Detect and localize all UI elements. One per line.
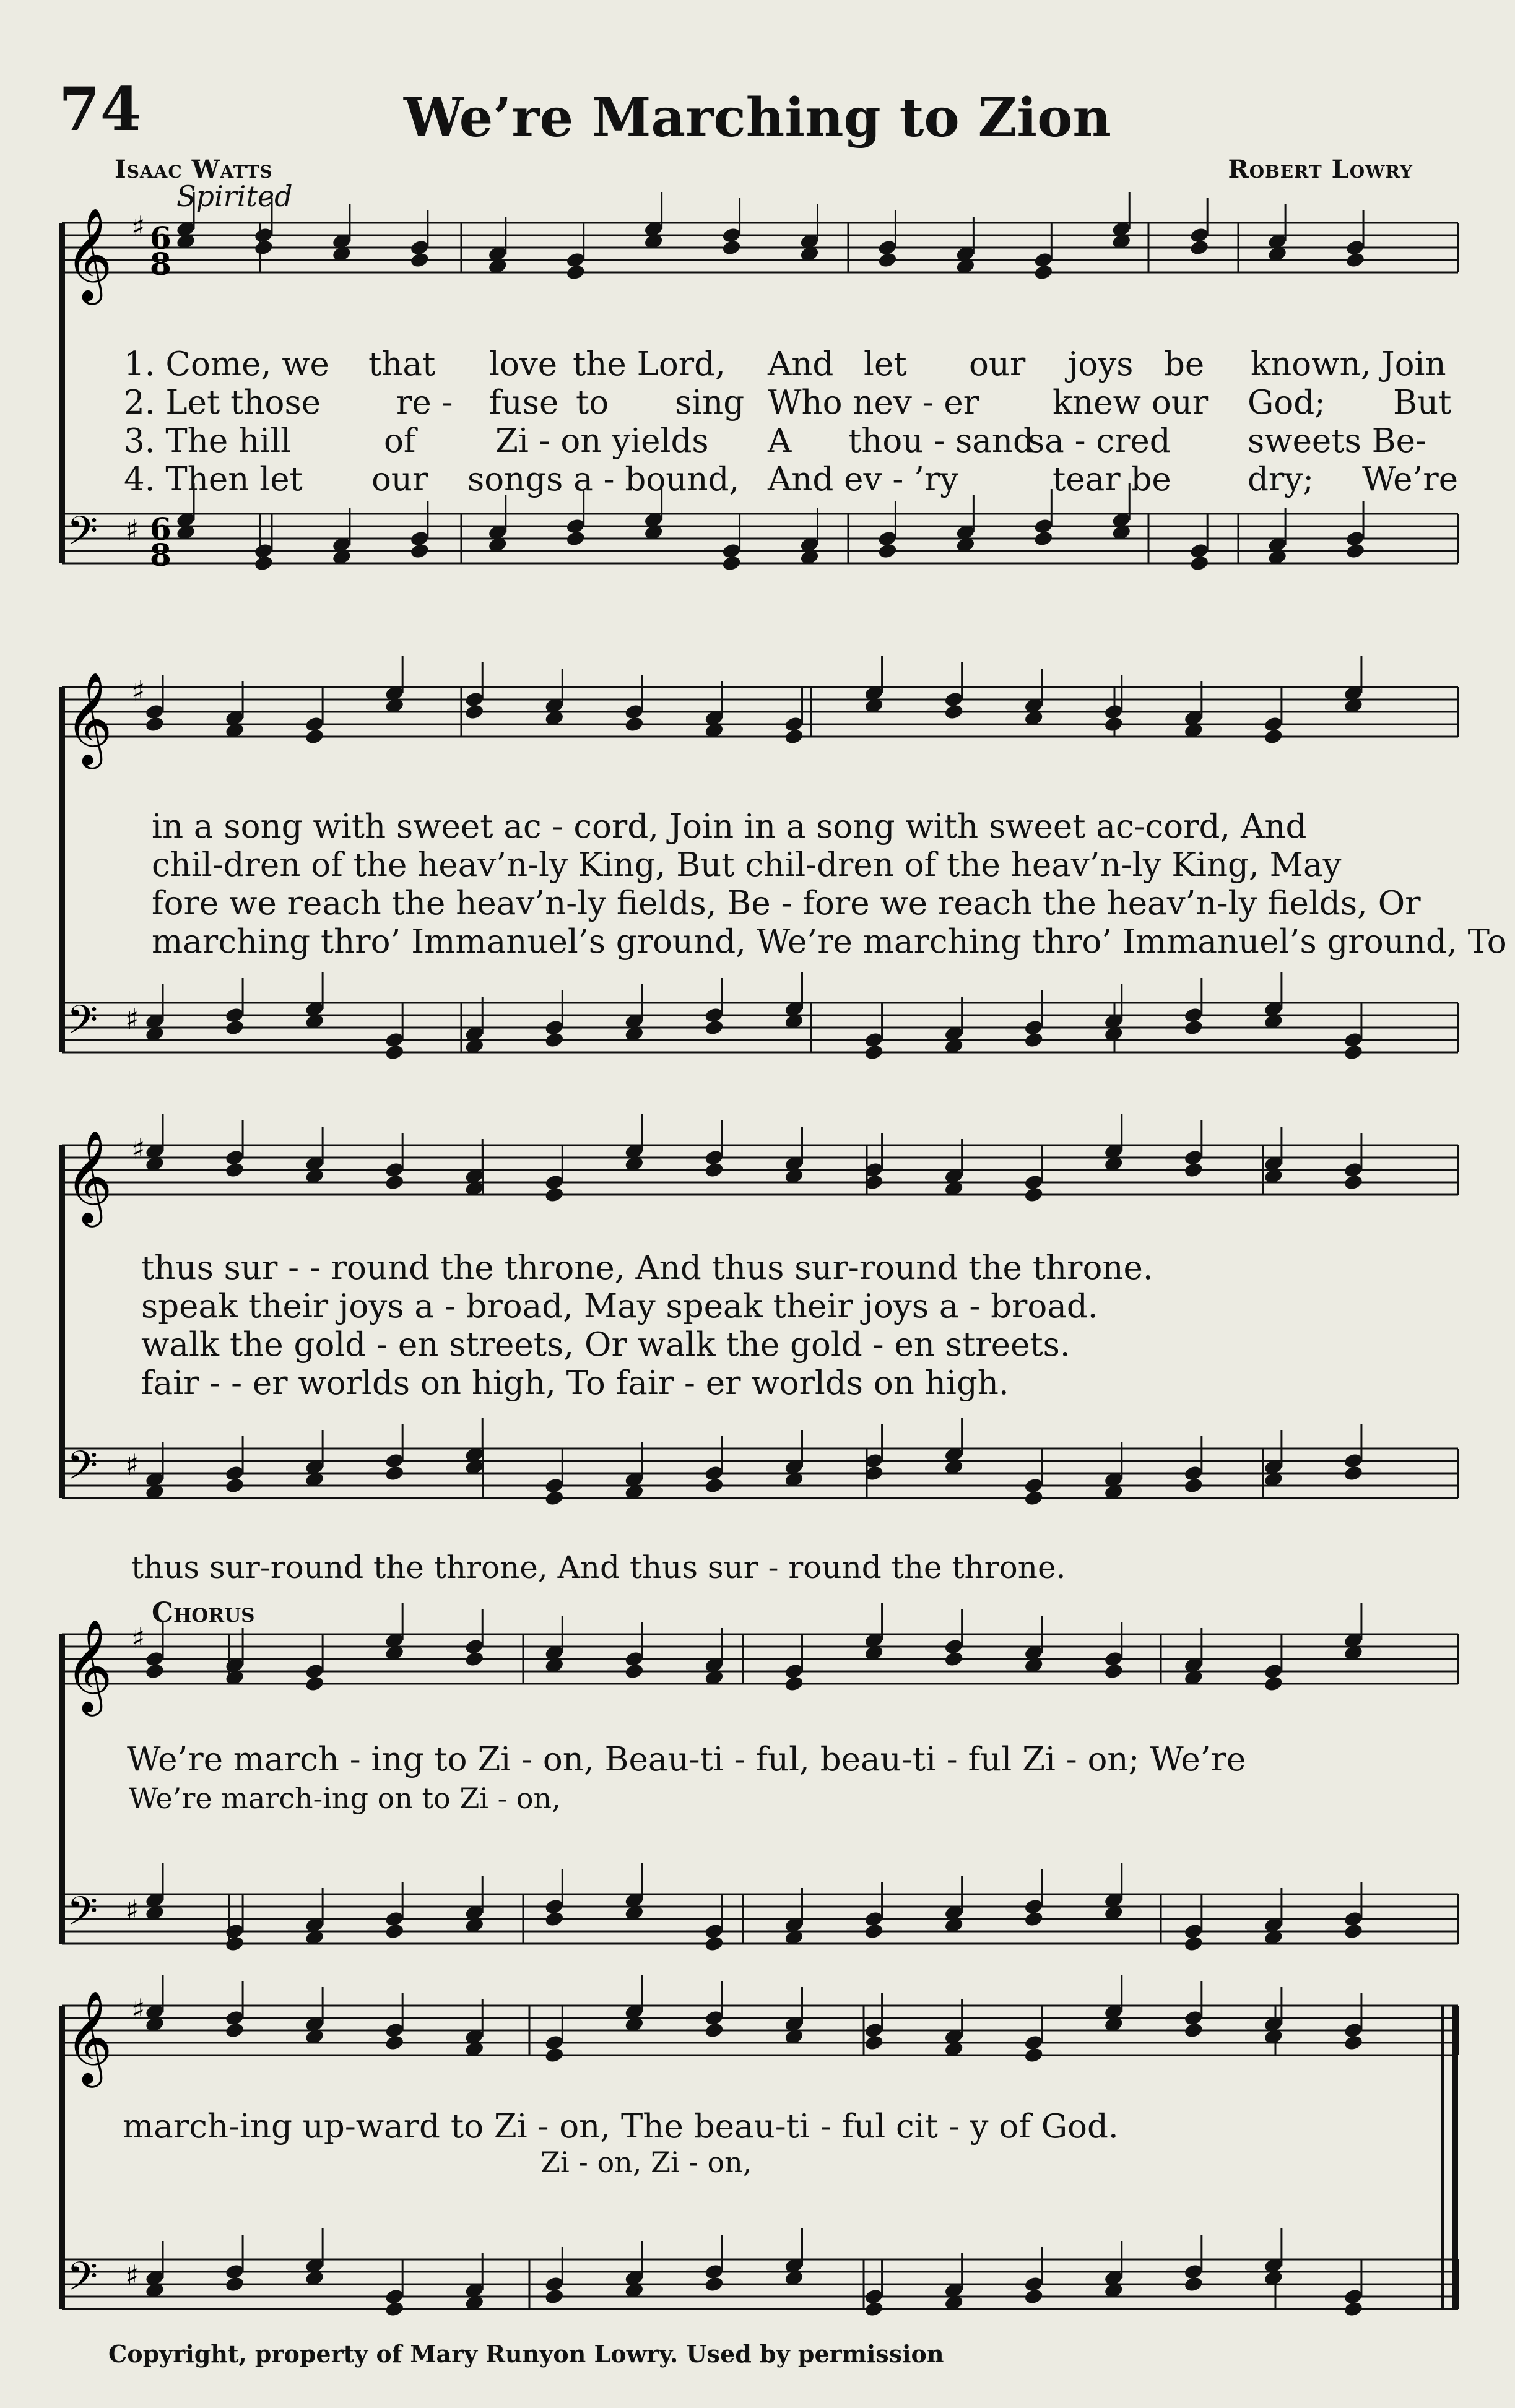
- note-head: [384, 1174, 405, 1191]
- note-head: [704, 2276, 724, 2293]
- sharp-icon: ♯: [125, 2259, 139, 2292]
- treble-clef: 𝄞: [65, 1990, 113, 2084]
- note-head: [464, 703, 485, 721]
- author-credit: Isaac Watts: [115, 155, 273, 184]
- lyric-word: tear be: [1053, 461, 1171, 498]
- note-head: [144, 716, 165, 733]
- note-head: [1343, 1465, 1363, 1482]
- note-head: [1023, 2288, 1044, 2305]
- note-head: [224, 1477, 245, 1494]
- note-head: [253, 555, 274, 572]
- chorus-label: Chorus: [152, 1597, 255, 1629]
- note-head: [944, 1650, 964, 1668]
- composer-credit: Robert Lowry: [1228, 155, 1413, 184]
- note-head: [784, 1675, 804, 1692]
- lyric-word: knew our: [1053, 384, 1209, 422]
- hymn-title: We’re Marching to Zion: [404, 87, 1111, 149]
- lyric-word: to: [576, 384, 609, 422]
- note-head: [384, 2034, 405, 2051]
- lyric-word: But: [1393, 384, 1452, 422]
- note-head: [305, 728, 325, 745]
- lyric-word: sing: [675, 384, 745, 422]
- lyric-word: let: [864, 345, 907, 383]
- lyric-word: 4. Then let: [124, 461, 303, 498]
- lyric-word: dry;: [1248, 461, 1314, 498]
- bass-clef: 𝄢: [67, 2254, 98, 2310]
- note-head: [1023, 1186, 1044, 1203]
- lyric-word: 2. Let those: [124, 384, 321, 422]
- note-head: [144, 1663, 165, 1680]
- bass-clef: 𝄢: [67, 508, 98, 564]
- note-head: [224, 1935, 245, 1952]
- lyric-word: And: [768, 345, 834, 383]
- note-head: [1343, 2300, 1363, 2318]
- note-head: [704, 1019, 724, 1036]
- note-head: [877, 542, 898, 560]
- lyric-word: Who nev - er: [768, 384, 979, 422]
- lyric-word: thou - sand: [848, 422, 1034, 460]
- note-head: [1189, 555, 1210, 572]
- lyric-word: love: [489, 345, 558, 383]
- note-head: [1023, 2046, 1044, 2064]
- note-head: [721, 555, 742, 572]
- lyric-word: our: [969, 345, 1026, 383]
- lyric-word: fuse: [489, 384, 559, 422]
- note-head: [544, 1186, 565, 1203]
- note-head: [1345, 542, 1365, 560]
- lyric-word: 3. The hill: [124, 422, 292, 460]
- note-head: [877, 251, 898, 269]
- sharp-icon: ♯: [125, 1894, 139, 1927]
- note-head: [704, 2022, 724, 2039]
- note-head: [384, 1465, 405, 1482]
- note-head: [409, 542, 430, 560]
- note-head: [224, 1019, 245, 1036]
- note-head: [565, 530, 586, 547]
- note-head: [624, 716, 645, 733]
- note-head: [944, 703, 964, 721]
- note-head: [1263, 728, 1283, 745]
- lyric-word: our: [371, 461, 428, 498]
- note-head: [544, 1489, 565, 1507]
- note-head: [253, 239, 274, 256]
- note-head: [864, 1044, 884, 1061]
- note-head: [1023, 1910, 1044, 1928]
- lyric-word: that: [368, 345, 436, 383]
- sharp-icon: ♯: [125, 1448, 139, 1481]
- note-head: [384, 1923, 405, 1940]
- sharp-icon: ♯: [131, 1132, 145, 1166]
- hymn-number: 74: [59, 74, 142, 144]
- note-head: [1033, 530, 1054, 547]
- note-head: [1023, 1489, 1044, 1507]
- sharp-icon: ♯: [125, 513, 139, 547]
- note-head: [1183, 1019, 1204, 1036]
- note-head: [384, 1044, 405, 1061]
- note-head: [1343, 2034, 1363, 2051]
- bass-clef: 𝄢: [67, 997, 98, 1053]
- note-head: [1023, 1031, 1044, 1049]
- bass-clef: 𝄢: [67, 1889, 98, 1944]
- note-head: [384, 2300, 405, 2318]
- lyric-word: And ev - ’ry: [768, 461, 959, 498]
- sharp-icon: ♯: [125, 1002, 139, 1036]
- note-head: [864, 2034, 884, 2051]
- note-head: [704, 1477, 724, 1494]
- note-head: [1189, 239, 1210, 256]
- lyric-word: 1. Come, we: [124, 345, 329, 383]
- lyric-word: be: [1164, 345, 1205, 383]
- note-head: [305, 1675, 325, 1692]
- lyric-word: Zi - on yields: [495, 422, 709, 460]
- sharp-icon: ♯: [131, 1993, 145, 2026]
- lyric-word: God;: [1248, 384, 1326, 422]
- note-head: [704, 1161, 724, 1179]
- note-head: [565, 264, 586, 281]
- lyric-word: joys: [1068, 345, 1134, 383]
- system5-alto-lyric: Zi - on, Zi - on,: [540, 2146, 752, 2179]
- treble-clef: 𝄞: [65, 1618, 113, 1712]
- note-head: [864, 2300, 884, 2318]
- note-head: [544, 2046, 565, 2064]
- time-signature: 6: [150, 220, 171, 256]
- lyric-word: the Lord,: [573, 345, 726, 383]
- copyright-notice: Copyright, property of Mary Runyon Lowry. Used by permission: [108, 2340, 944, 2368]
- note-head: [224, 1161, 245, 1179]
- time-signature: 8: [150, 246, 171, 282]
- lyric-word: sa - cred: [1028, 422, 1171, 460]
- treble-clef: 𝄞: [65, 207, 113, 301]
- bass-clef: 𝄢: [67, 1443, 98, 1499]
- note-head: [1183, 2022, 1204, 2039]
- treble-clef: 𝄞: [65, 1129, 113, 1223]
- note-head: [1183, 1161, 1204, 1179]
- note-head: [1345, 251, 1365, 269]
- lyric-word: sweets Be-: [1248, 422, 1426, 460]
- note-head: [544, 1910, 565, 1928]
- note-head: [1183, 1477, 1204, 1494]
- lyric-word: of: [384, 422, 416, 460]
- note-head: [864, 1923, 884, 1940]
- lyric-word: songs a - bound,: [467, 461, 740, 498]
- bass-echo-lyric: thus sur-round the throne, And thus sur - round the throne.: [131, 1549, 1066, 1585]
- note-head: [1183, 2276, 1204, 2293]
- lyric-word: re -: [396, 384, 453, 422]
- lyric-word: A: [768, 422, 792, 460]
- note-head: [1033, 264, 1054, 281]
- note-head: [464, 1650, 485, 1668]
- time-signature: 6: [150, 511, 171, 547]
- note-head: [224, 2022, 245, 2039]
- time-signature: 8: [150, 537, 171, 573]
- note-head: [784, 728, 804, 745]
- note-head: [544, 2288, 565, 2305]
- note-head: [224, 2276, 245, 2293]
- lyric-word: known, Join: [1251, 345, 1446, 383]
- note-head: [1103, 716, 1124, 733]
- lyric-word: We’re: [1362, 461, 1459, 498]
- sharp-icon: ♯: [131, 674, 145, 708]
- note-head: [624, 1663, 645, 1680]
- sharp-icon: ♯: [131, 210, 145, 243]
- note-head: [1103, 1663, 1124, 1680]
- note-head: [1343, 1174, 1363, 1191]
- note-head: [409, 251, 430, 269]
- note-head: [704, 1935, 724, 1952]
- chorus-alto-lyric: We’re march-ing on to Zi - on,: [129, 1782, 561, 1815]
- note-head: [1343, 1044, 1363, 1061]
- note-head: [1183, 1935, 1204, 1952]
- tempo-marking: Spirited: [176, 180, 293, 213]
- note-head: [721, 239, 742, 256]
- treble-clef: 𝄞: [65, 671, 113, 765]
- note-head: [1263, 1675, 1283, 1692]
- note-head: [1343, 1923, 1363, 1940]
- sharp-icon: ♯: [131, 1621, 145, 1655]
- note-head: [544, 1031, 565, 1049]
